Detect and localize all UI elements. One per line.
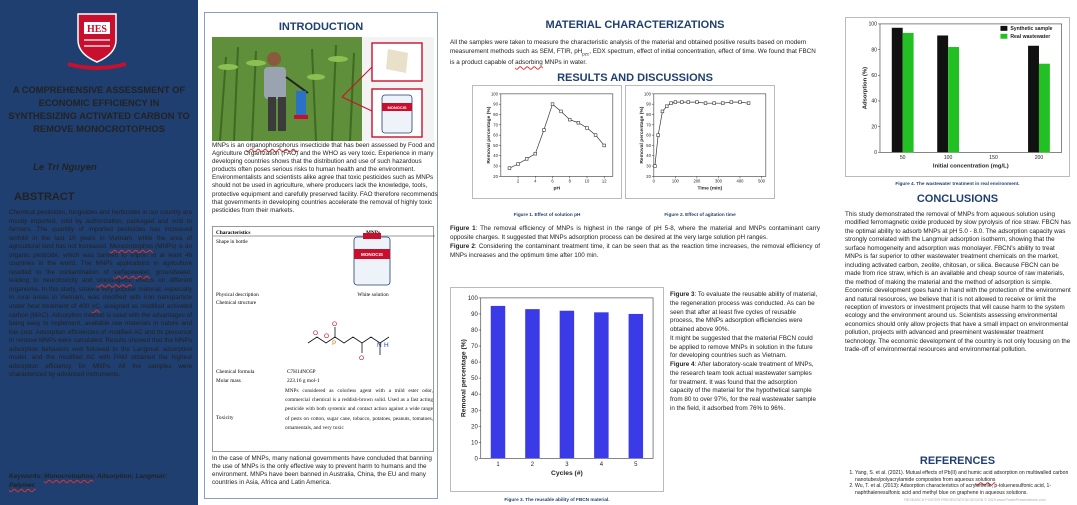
y-tick-label: 40 [471,392,478,399]
table-header-characteristics: Characteristics [216,230,251,236]
x-tick-label: 10 [584,178,590,184]
data-point [603,144,606,147]
atom-n: N [377,342,382,349]
legend-label: Synthetic sample [1010,25,1053,32]
figure-3-reuse-chart [450,287,664,492]
figure-3-4-discussion: Figure 3: To evaluate the reusable ability of material, the regeneration process was conducted. As can be seen that after at least five cycles of reusable process, the MNPs adsorption efficiencies were obtained above 90%. It might be suggested that the material FBCN could be applied to remove MNPs in solution in the future for developing countries such as Vietnam. Figure 4: After laboratory-scale treatment of MNPs, the research team took actual wastewater samples for treatment. It was found that the adsorption capacity of the material for the hypothetical sample from 80 to over 97%, for the real wastewater sample in the field, it adsorbed from 76% to 96%. [670,291,818,412]
reference-item: 1. Yang, S. et al. (2021). Mutual effects of Pb(II) and humic acid adsorption on multiwalled carbon nanotubes/polyacrylamide composites from aqueous solutions [855,470,1071,483]
bar [892,28,903,153]
y-tick-label: 20 [471,424,478,431]
bar [1039,64,1050,153]
y-axis-label: Removal percentage (%) [640,106,646,164]
x-tick-label: 100 [943,155,953,162]
farmer-spraying-photo [212,37,434,141]
x-axis-label: Time (min) [697,186,723,192]
x-tick-label: 500 [758,178,765,184]
data-point [721,102,724,105]
legend-label: Real wastewater [1010,33,1051,40]
row-structure-label: Chemical structure [216,300,257,306]
data-point [586,127,589,130]
data-point [704,102,707,105]
y-tick-label: 60 [493,132,498,138]
data-point [696,101,699,104]
x-tick-label: 4 [534,178,537,184]
y-tick-label: 100 [491,91,498,97]
x-tick-label: 3 [565,462,569,469]
references-list [845,470,1071,497]
bar [937,35,948,152]
data-point [674,101,677,104]
y-tick-label: 30 [471,408,478,415]
row-shape-label: Shape in bottle [216,239,248,245]
row-mass-label: Molar mass [216,378,241,384]
figure-1-2-discussion: Figure 1: The removal efficiency of MNPs is highest in the range of pH 5-8, where the material and MNPs contaminant carry opposite charges. It suggested that MNPs adsorption process can be desired at the very large solution pH ranges. Figure 2: Considering the contaminant treatment time, it can be seen that as the reaction time increases, the removal efficiency of MNPs increases and the optimum time after 100 min. [450,225,820,259]
svg-text:MONOCIS: MONOCIS [387,105,407,110]
data-point [551,103,554,106]
y-tick-label: 80 [871,47,878,54]
data-point [687,101,690,104]
formula-value: C7H14NO5P [287,369,316,375]
figure-1-ph-chart [472,85,622,199]
y-tick-label: 30 [646,163,651,169]
y-tick-label: 70 [646,122,651,128]
y-tick-label: 70 [471,344,478,351]
figure-2-caption: Figure 2. Effect of agitation time [664,212,736,217]
y-tick-label: 30 [493,163,498,169]
data-point [525,157,528,160]
x-tick-label: 2 [530,462,535,469]
poster-title: A COMPREHENSIVE ASSESSMENT OF ECONOMIC EFFICIENCY IN SYNTHESIZING ACTIVATED CARBON TO REMOVE MONOCROTOPHOS [8,85,190,134]
data-point [568,118,571,121]
references-heading: REFERENCES [919,455,996,467]
data-point [517,163,520,166]
row-physical-label: Physical description [216,292,259,298]
figure-2-time-chart [625,85,775,199]
x-tick-label: 2 [516,178,520,184]
y-tick-label: 90 [471,312,478,319]
y-tick-label: 60 [871,73,878,80]
svg-text:HES: HES [86,24,108,35]
data-point [508,167,511,170]
bottle-image [354,233,390,285]
y-tick-label: 50 [646,142,651,148]
figure-4-caption: Figure 4. The wastewater treatment in real environment. [895,181,1020,186]
y-tick-label: 20 [493,173,498,179]
author-name: Le Tri Nguyen [33,162,97,173]
row-formula-label: Chemical formula [216,369,255,375]
data-point [680,101,683,104]
results-heading: RESULTS AND DISCUSSIONS [557,72,713,84]
reference-item: 2. Wu, T. et al. (2013): Adsorption characteristics of acrylonitrile, p-toluenesulfonic acid, 1-naphthalenesulfonic acid and methyl blue on graphene in aqueous solutions. [855,483,1071,496]
introduction-heading: INTRODUCTION [278,21,364,33]
bar [594,312,608,458]
conclusions-heading: CONCLUSIONS [916,193,999,205]
y-axis-label: Removal percentage (%) [460,339,468,418]
data-point [654,165,657,168]
data-point [665,105,668,108]
figure-4-wastewater-chart [845,17,1070,177]
legend-swatch [1000,26,1007,31]
bar [1028,46,1039,153]
data-point [730,101,733,104]
data-point [747,102,750,105]
y-tick-label: 0 [474,456,478,463]
x-tick-label: 1 [496,462,500,469]
y-tick-label: 90 [646,101,651,107]
y-tick-label: 0 [874,150,878,157]
mnp-characteristics-table [212,226,434,452]
x-tick-label: 50 [899,155,906,162]
x-tick-label: 400 [736,178,744,184]
atom-p: P [332,340,337,347]
y-tick-label: 100 [467,295,478,302]
bar [629,314,643,458]
plot-frame [654,94,766,177]
x-axis-label: pH [553,186,561,192]
introduction-paragraph-2: In the case of MNPs, many national governments have concluded that banning the use of MNPs is the only effective way to prevent harm to humans and the environment. MNPs have been banned in Australia, China, the EU and many countries in Asia, Africa and Latin America. [212,455,432,487]
y-tick-label: 20 [646,173,651,179]
y-tick-label: 50 [493,142,498,148]
poster-footer: RESEARCH POSTER PRESENTATION DESIGN © 2019 www.PosterPresentations.com [904,498,1046,502]
x-tick-label: 12 [601,178,607,184]
x-tick-label: 4 [599,462,604,469]
figure-3-caption: Figure 3. The reusable ability of FBCN material. [504,497,610,502]
bar [560,311,574,459]
bar [525,309,539,458]
y-tick-label: 60 [471,360,478,367]
bar [903,33,914,152]
y-tick-label: 20 [871,124,878,131]
y-tick-label: 100 [868,21,878,28]
y-tick-label: 50 [471,376,478,383]
series-line [509,104,604,168]
materials-heading: MATERIAL CHARACTERIZATIONS [545,19,725,31]
x-tick-label: 5 [634,462,638,469]
y-tick-label: 90 [493,101,498,107]
y-tick-label: 60 [646,132,651,138]
data-point [670,102,673,105]
legend-swatch [1000,34,1007,39]
data-point [534,152,537,155]
x-tick-label: 300 [715,178,722,184]
atom-o: O [313,330,319,337]
y-tick-label: 80 [471,328,478,335]
data-point [543,129,546,132]
x-axis-label: Cycles (#) [551,470,583,478]
row-toxicity-label: Toxicity [216,415,234,421]
y-tick-label: 40 [871,98,878,105]
university-logo [62,10,132,70]
introduction-paragraph-1: MNPs is an organophosphorus insecticide that has been assessed by Food and Agriculture Organization (FAO) and the WHO as very toxic. Experience in many developing countries shows that the distribution and use of such hazardous products often poses serious risks to human health and the environment. Environmentalists and scientists alike agree that toxic pesticides such as MNPs should not be used in agriculture, where producers lack the knowledge, tools, protective equipment and carefully preserved facility. FAO therefore recommends that governments in developing countries accelerate the removal of highly toxic pesticides from their markets. [212,142,438,214]
bar [948,47,959,152]
series-line [655,102,749,166]
data-point [594,134,597,137]
abstract-heading: ABSTRACT [14,191,75,203]
figure-1-caption: Figure 1. Effect of solution pH [513,212,581,217]
atom-o: O [359,355,365,362]
chemical-structure-diagram [308,327,389,355]
y-tick-label: 80 [646,111,651,117]
data-point [657,134,660,137]
y-tick-label: 10 [471,440,478,447]
y-axis-label: Adsorption (%) [862,66,869,110]
bar [491,306,505,458]
svg-text:MONOCIS: MONOCIS [361,252,383,257]
x-tick-label: 0 [652,178,655,184]
x-tick-label: 100 [671,178,679,184]
x-tick-label: 200 [1034,155,1044,162]
physical-value: White solution [357,292,389,298]
data-point [713,102,716,105]
data-point [661,110,664,113]
x-axis-label: Initial concentration (mg/L) [932,163,1009,170]
x-tick-label: 200 [693,178,701,184]
conclusions-text: This study demonstrated the removal of MNPs from aqueous solution using modified ferromagnetic oxide produced by slow pyrolysis of rice straw. FBCN has the optimal ability to adsorb MNPs at pH 5.0 - 8.0. The adsorption capacity was strongly correlated with the Langmuir adsorption isotherm, showing that the surface homogeneity and adsorption was monolayer. FBCN's ability to treat MNPs is far superior to other wastewater treatment chemicals on the market, including activated carbon, zeolite, chitosan, or silica. Because FBCN can be made from rice straw, which is an available and cheap source of raw materials, the method of making the material and the method of adsorption is simple. Economic development goes hand in hand with the protection of the environment and natural resources, we believe that it is not allowed to receive or limit the reception of investors or investment projects that will cause harm to the system ecology and the environment around us. Scientists assessing environmental economics should only allow projects that have a small impact on environmental pollution, projects with advanced and preeminent wastewater treatment technology. The economic development of the country is not only focusing on the trade-off of environmental resources and environmental pollution. [845,211,1071,354]
y-tick-label: 40 [646,153,651,159]
atom-o: O [324,333,330,340]
data-point [739,101,742,104]
y-axis-label: Removal percentage (%) [487,106,493,164]
y-tick-label: 80 [493,111,498,117]
x-tick-label: 150 [989,155,998,162]
y-tick-label: 40 [493,153,498,159]
keywords-line: Keywords: Monocrotophos; Adsorption; Langmuir; Palymer. [9,473,168,489]
abstract-body: Chemical pesticides, fungicides and herbicides in our country are mostly imported, sold by authorization, packaged and sold to farmers. The quantity of imported pesticides has increased tenfold in the last 10 years in Vietnam, while the area of agricultural land has not increased. Monocrotophos (MNPs) is an organic pesticide, which was banned to import in at least 46 countries in the world. The MNPs applications in agriculture resulted to the contamination of surfacewater, groundwater, leading to neurotoxicity and stressogenic effects on different organisms. In this study, straw-a very popular material, especially in rural areas in Vietnam, was modified with iron nanoparticle under heat treatment of 400 oC, assigned as modified activated carbon (MAC). Adsorption method is used with the advantages of being easy to implement, available raw materials in nature and low cost. Adsorption efficiencies of modified AC and its precursor to remove MNPs were calculated. Results showed that the MNPs adsorption behaviors well followed to the Langmuir adsorption model, and the modified AC with PAM obtained the highest adsorption efficiency for MNPs. All the samples were characterized by advanced instruments. [9,209,193,379]
toxicity-value: MNPs considered as colorless agent with a mild ester odor, commercial chemical is a reddish-brown solid. Used as a fast acting pesticide with both systemic and contact action against a wide range of pests on cotton, sugar cane, tobacco, potatoes, peanuts, tomatoes, ornamentals, and very toxic [285,388,433,431]
y-tick-label: 70 [493,122,498,128]
data-point [560,110,563,113]
x-tick-label: 8 [568,178,571,184]
y-tick-label: 100 [644,91,651,97]
x-tick-label: 6 [551,178,554,184]
mass-value: 223.16 g mol-1 [287,378,320,384]
materials-paragraph: All the samples were taken to measure the characteristic analysis of the material and obtained positive results based on modern measurement methods such as SEM, FTIR, $pH_{pzc}$, EDX spectrum, effect of initial concentration, effect of time. We found that FBCN is a product capable of adsorbing MNPs in water. [450,39,816,67]
atom-h: H [384,342,389,349]
atom-o: O [332,321,338,328]
data-point [577,121,580,124]
